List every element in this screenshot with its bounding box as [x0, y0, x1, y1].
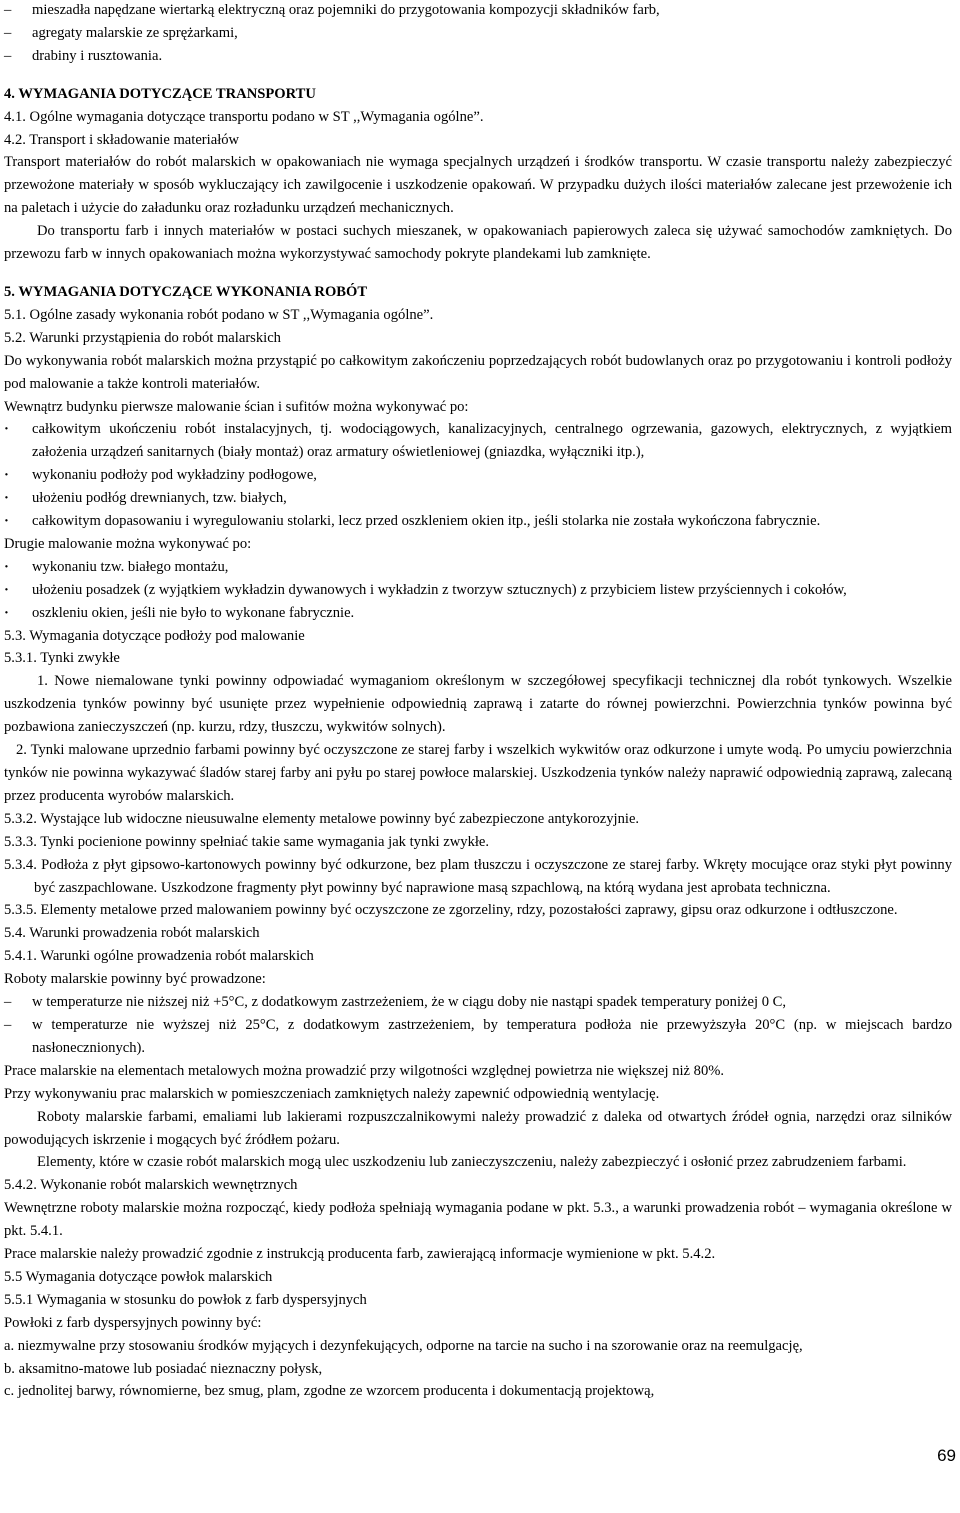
bullet-list-item: · całkowitym ukończeniu robót instalacyjnych, tj. wodociągowych, kanalizacyjnych, centralnego ogrzewania, gazowych, elektrycznych, z wyjątkiem założenia urządzeń sanitarnych (biały montaż) oraz armatury oświetleniowej (gniazdka, wyłączniki itp.),: [4, 418, 952, 464]
numbered-paragraph: 5.3.5. Elementy metalowe przed malowaniem powinny być oczyszczone ze zgorzeliny, rdzy, pozostałości zaprawy, gipsu oraz odkurzone i odtłuszczone.: [4, 902, 898, 919]
paragraph: 5.1. Ogólne zasady wykonania robót podano w ST ,,Wymagania ogólne”.: [4, 306, 434, 323]
paragraph: 5.4. Warunki prowadzenia robót malarskich: [4, 925, 260, 942]
bullet-list-item: · wykonaniu tzw. białego montażu,: [4, 556, 952, 579]
paragraph: Roboty malarskie powinny być prowadzone:: [4, 971, 266, 988]
paragraph: Prace malarskie na elementach metalowych można prowadzić przy wilgotności względnej powietrza nie większej niż 80%.: [4, 1062, 725, 1079]
indented-paragraph: 2. Tynki malowane uprzednio farbami powinny być oczyszczone ze starej farby i wszelkich wykwitów oraz odkurzone i umyte wodą. Po umyciu powierzchnia tynków nie powinna wykazywać śladów starej farby ani pyłu po starej powłoce malarskiej. Uszkodzenia tynków należy naprawić odpowiednią zaprawą, zalecaną przez producenta wyrobów malarskich.: [4, 742, 952, 804]
dash-list-item: – w temperaturze nie niższej niż +5°C, z dodatkowym zastrzeżeniem, że w ciągu doby nie nastąpi spadek temperatury poniżej 0 C,: [4, 991, 952, 1014]
paragraph: Wewnętrzne roboty malarskie można rozpocząć, kiedy podłoża spełniają wymagania podane w pkt. 5.3., a warunki prowadzenia robót – wymagania określone w pkt. 5.4.1.: [4, 1200, 952, 1240]
dash-list-item: – agregaty malarskie ze sprężarkami,: [4, 22, 952, 45]
paragraph: 5.4.1. Warunki ogólne prowadzenia robót malarskich: [4, 948, 314, 965]
paragraph: 5.2. Warunki przystąpienia do robót malarskich: [4, 329, 281, 346]
page-number: 69: [937, 1446, 956, 1465]
dash-list-item: – mieszadła napędzane wiertarką elektryczną oraz pojemniki do przygotowania kompozycji składników farb,: [4, 0, 952, 22]
paragraph: Powłoki z farb dyspersyjnych powinny być:: [4, 1314, 262, 1331]
paragraph: 5.4.2. Wykonanie robót malarskich wewnętrznych: [4, 1177, 298, 1194]
numbered-paragraph: 5.3.4. Podłoża z płyt gipsowo-kartonowych powinny być odkurzone, bez plam tłuszczu i oczyszczone ze starej farby. Wkręty mocujące oraz styki płyt powinny być zaszpachlowane. Uszkodzone fragmenty płyt powinny być naprawione masą szpachlową, na którą wydana jest aprobata techniczna.: [4, 856, 952, 896]
paragraph: 5.5.1 Wymagania w stosunku do powłok z farb dyspersyjnych: [4, 1291, 367, 1308]
indented-paragraph: Do transportu farb i innych materiałów w postaci suchych mieszanek, w opakowaniach papierowych zaleca się używać samochodów zamkniętych. Do przewozu farb w innych opakowaniach można wykorzystywać samochody pokryte plandekami lub zamknięte.: [4, 223, 952, 263]
bullet-list-item: · wykonaniu podłoży pod wykładziny podłogowe,: [4, 464, 952, 487]
paragraph: b. aksamitno-matowe lub posiadać nieznaczny połysk,: [4, 1360, 323, 1377]
paragraph: 5.3.1. Tynki zwykłe: [4, 650, 120, 667]
bullet-list-item: · całkowitym dopasowaniu i wyregulowaniu stolarki, lecz przed oszkleniem okien itp., jeśli stolarka nie została wykończona fabrycznie.: [4, 510, 952, 533]
indented-paragraph: Elementy, które w czasie robót malarskich mogą ulec uszkodzeniu lub zanieczyszczeniu, należy zabezpieczyć i osłonić przez zabrudzeniem farbami.: [37, 1154, 907, 1171]
paragraph: 5.3.3. Tynki pocienione powinny spełniać takie same wymagania jak tynki zwykłe.: [4, 833, 490, 850]
paragraph: 5.3. Wymagania dotyczące podłoży pod malowanie: [4, 627, 305, 644]
paragraph: Transport materiałów do robót malarskich w opakowaniach nie wymaga specjalnych urządzeń i środków transportu. W czasie transportu należy zabezpieczyć przewożone materiały w sposób wykluczający ich zawilgocenie i uszkodzenie opakowań. W przypadku dużych ilości materiałów zalecane jest przewożenie ich na paletach i użycie do załadunku oraz rozładunku urządzeń mechanicznych.: [4, 154, 952, 217]
bullet-list-item: · ułożeniu podłóg drewnianych, tzw. białych,: [4, 487, 952, 510]
section-heading: 5. WYMAGANIA DOTYCZĄCE WYKONANIA ROBÓT: [4, 283, 368, 300]
paragraph: 5.3.2. Wystające lub widoczne nieusuwalne elementy metalowe powinny być zabezpieczone antykorozyjnie.: [4, 810, 640, 827]
bullet-list-item: · ułożeniu posadzek (z wyjątkiem wykładzin dywanowych i wykładzin z tworzyw sztucznych) z przybiciem listew przyściennych i cokołów,: [4, 579, 952, 602]
paragraph: Wewnątrz budynku pierwsze malowanie ścian i sufitów można wykonywać po:: [4, 398, 469, 415]
paragraph: c. jednolitej barwy, równomierne, bez smug, plam, zgodne ze wzorcem producenta i dokumentacją projektową,: [4, 1383, 655, 1400]
paragraph: a. niezmywalne przy stosowaniu środków myjących i dezynfekujących, odporne na tarcie na sucho i na szorowanie oraz na reemulgację,: [4, 1337, 803, 1354]
indented-paragraph: Roboty malarskie farbami, emaliami lub lakierami rozpuszczalnikowymi należy prowadzić z daleka od otwartych źródeł ognia, narzędzi oraz silników powodujących iskrzenie i mogących być źródłem pożaru.: [4, 1108, 952, 1148]
bullet-list-item: · oszkleniu okien, jeśli nie było to wykonane fabrycznie.: [4, 602, 952, 625]
indented-paragraph: 1. Nowe niemalowane tynki powinny odpowiadać wymaganiom określonym w szczegółowej specyfikacji technicznej dla robót tynkowych. Wszelkie uszkodzenia tynków powinny być usunięte przez wypełnienie odpowiednią zaprawą i zatarte do równej powierzchni. Powierzchnia tynków powinna być pozbawiona zanieczyszczeń (np. kurzu, rdzy, tłuszczu, wykwitów solnych).: [4, 673, 952, 736]
dash-list-item: – w temperaturze nie wyższej niż 25°C, z dodatkowym zastrzeżeniem, by temperatura podłoża nie przewyższyła 20°C (np. w miejscach bardzo nasłonecznionych).: [4, 1014, 952, 1060]
section-heading: 4. WYMAGANIA DOTYCZĄCE TRANSPORTU: [4, 85, 316, 102]
paragraph: Prace malarskie należy prowadzić zgodnie z instrukcją producenta farb, zawierającą informacje wymienione w pkt. 5.4.2.: [4, 1246, 716, 1263]
paragraph: Do wykonywania robót malarskich można przystąpić po całkowitym zakończeniu poprzedzających robót budowlanych oraz po przygotowaniu i kontroli podłoży pod malowanie a także kontroli materiałów.: [4, 352, 952, 392]
dash-list-item: – drabiny i rusztowania.: [4, 45, 952, 68]
paragraph: 4.1. Ogólne wymagania dotyczące transportu podano w ST ,,Wymagania ogólne”.: [4, 108, 484, 125]
paragraph: Drugie malowanie można wykonywać po:: [4, 535, 252, 552]
paragraph: 5.5 Wymagania dotyczące powłok malarskich: [4, 1268, 273, 1285]
paragraph: Przy wykonywaniu prac malarskich w pomieszczeniach zamkniętych należy zapewnić odpowiednią wentylację.: [4, 1085, 660, 1102]
document-page: [4, 0, 952, 1403]
paragraph: 4.2. Transport i składowanie materiałów: [4, 131, 240, 148]
